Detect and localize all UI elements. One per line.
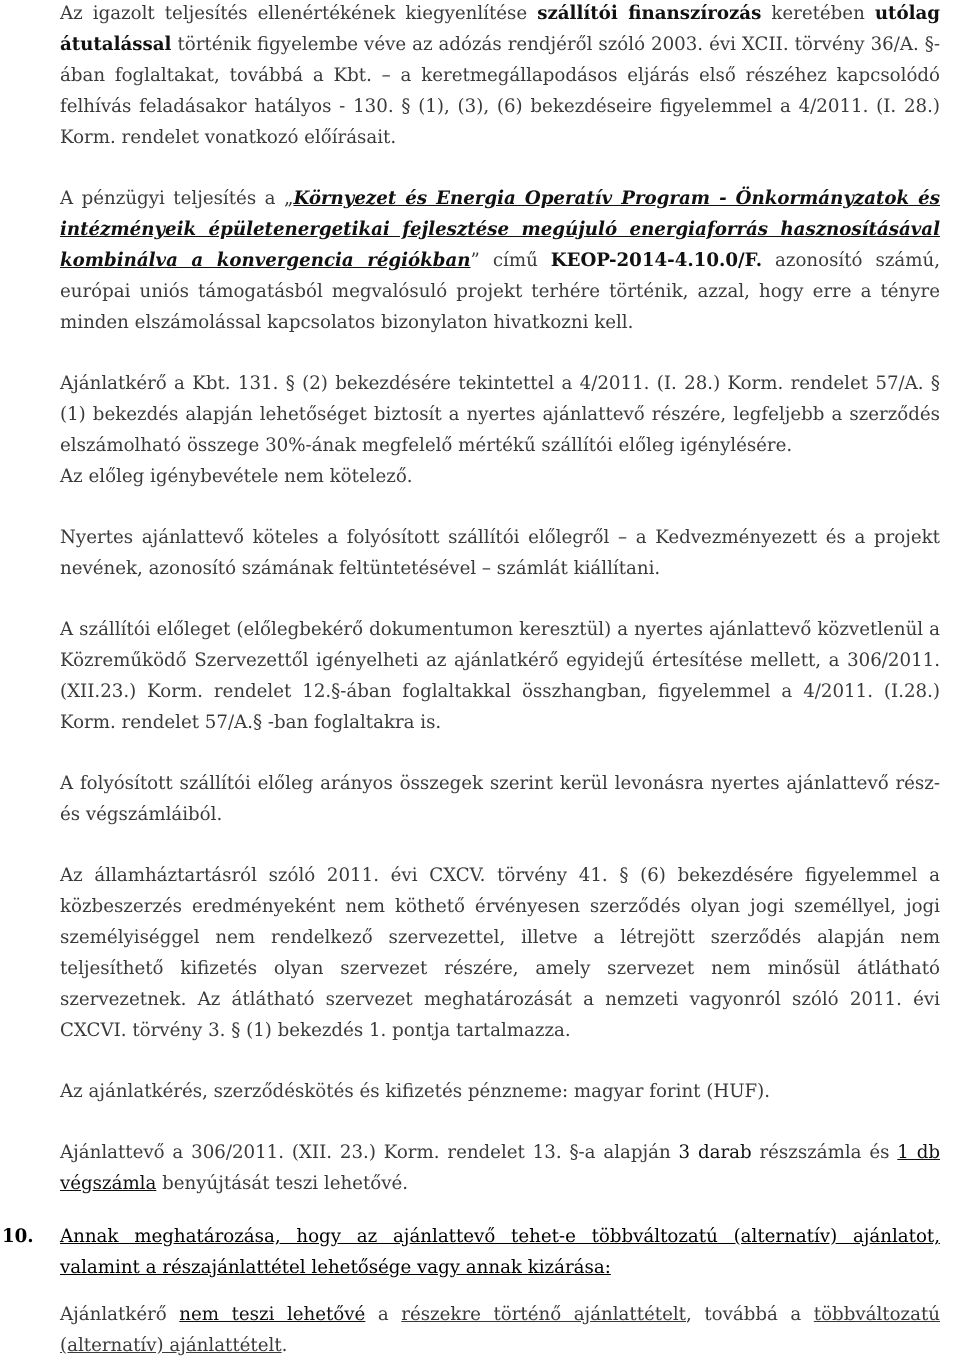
text: Ajánlattevő a 306/2011. (XII. 23.) Korm. rendelet 13. §-a alapján xyxy=(60,1142,679,1163)
paragraph-invoice-obligation: Nyertes ajánlattevő köteles a folyósított szállítói előlegről – a Kedvezményezett és a projekt nevének, azonosító számának feltüntetésével – számlát kiállítani. xyxy=(60,527,940,579)
paragraph-currency: Az ajánlatkérés, szerződéskötés és kifizetés pénzneme: magyar forint (HUF). xyxy=(60,1081,771,1102)
text: azonosító számú, európai uniós támogatásból megvalósuló projekt terhére történik, azzal, hogy erre a tényre minden elszámolással kapcsolatos bizonylaton hivatkozni kell. xyxy=(60,250,940,333)
paragraph-advance-payment xyxy=(60,368,940,492)
link-partial-offer: részekre történő ajánlattételt xyxy=(401,1304,686,1325)
text: ” című xyxy=(470,250,551,271)
paragraph-advance-request: A szállítói előleget (előlegbekérő dokumentumon keresztül) a nyertes ajánlattevő közvetlenül a Közreműködő Szervezettől igényelheti az ajánlatkérő egyidejű értesítése mellett, a 306/2011. (XII.23.) Korm. rendelet 12.§-ában foglaltakkal összhangban, figyelemmel a 4/2011. (I.28.) Korm. rendelet 57/A.§ -ban foglaltakra is. xyxy=(60,619,940,733)
text: a xyxy=(365,1304,402,1325)
text: , továbbá a xyxy=(685,1304,814,1325)
program-title: Környezet és Energia Operatív Program - Önkormányzatok és intézményeik épületenergetikai fejlesztése megújuló energiaforrás hasznosításával kombinálva a konvergencia régiókban xyxy=(60,188,940,271)
text: benyújtását teszi lehetővé. xyxy=(156,1173,409,1194)
text: keretében xyxy=(761,3,875,24)
paragraph-invoices xyxy=(60,1137,940,1199)
paragraph-partial-offer xyxy=(60,1299,940,1361)
paragraph-transparent-organization: Az államháztartásról szóló 2011. évi CXCV. törvény 41. § (6) bekezdésére figyelemmel a közbeszerzés eredményeként nem köthető érvényesen szerződés olyan jogi személlyel, jogi személyiséggel nem rendelkező szervezettel, illetve a létrejött szerződés alapján nem teljesíthető kifizetés olyan szervezet részére, amely szervezet nem minősül átlátható szervezetnek. Az átlátható szervezet meghatározását a nemzeti vagyonról szóló 2011. évi CXCVI. törvény 3. § (1) bekezdés 1. pontja tartalmazza. xyxy=(60,865,940,1041)
document-page xyxy=(2,0,940,1361)
emphasis-supplier-financing: szállítói finanszírozás xyxy=(537,3,762,24)
text: Az előleg igénybevétele nem kötelező. xyxy=(60,466,413,487)
text: részszámla és xyxy=(751,1142,898,1163)
text: Ajánlatkérő a Kbt. 131. § (2) bekezdésére tekintettel a 4/2011. (I. 28.) Korm. rendelet 57/A. § (1) bekezdés alapján lehetőséget biztosít a nyertes ajánlattevő részére, legfeljebb a szerződés elszámolható összege 30%-ának megfelelő mértékű szállítói előleg igénylésére. xyxy=(60,373,940,456)
emphasis-partial-invoices: 3 darab xyxy=(678,1142,752,1163)
section-title: Annak meghatározása, hogy az ajánlattevő tehet-e többváltozatú (alternatív) ajánlatot, valamint a részajánlattétel lehetősége vagy annak kizárása: xyxy=(60,1226,940,1278)
text: A pénzügyi teljesítés a „ xyxy=(60,188,294,209)
section-number: 10. xyxy=(2,1226,34,1247)
text: történik figyelembe véve az adózás rendjéről szóló 2003. évi XCII. törvény 36/A. §-ában foglaltakat, továbbá a Kbt. – a keretmegállapodásos eljárás első részéhez kapcsolódó felhívás feladásakor hatályos - 130. § (1), (3), (6) bekezdéseire figyelemmel a 4/2011. (I. 28.) Korm. rendelet vonatkozó előírásait. xyxy=(60,34,940,148)
paragraph-payment-settlement xyxy=(60,0,940,153)
text: Az igazolt teljesítés ellenértékének kiegyenlítése xyxy=(60,3,538,24)
paragraph-advance-deduction: A folyósított szállítói előleg arányos összegek szerint kerül levonásra nyertes ajánlattevő rész- és végszámláiból. xyxy=(60,773,940,825)
project-id: KEOP-2014-4.10.0/F. xyxy=(550,250,763,271)
text: Ajánlatkérő xyxy=(60,1304,180,1325)
text: . xyxy=(281,1335,288,1356)
emphasis-final-invoice: 1 db végszámla xyxy=(60,1142,940,1194)
link-alternative-offer: többváltozatú (alternatív) ajánlattételt xyxy=(60,1304,940,1356)
emphasis-not-allowed: nem teszi lehetővé xyxy=(179,1304,366,1325)
paragraph-financial-performance xyxy=(60,183,940,338)
section-10-heading xyxy=(2,1221,940,1283)
emphasis-post-transfer: utólag átutalással xyxy=(60,3,940,55)
